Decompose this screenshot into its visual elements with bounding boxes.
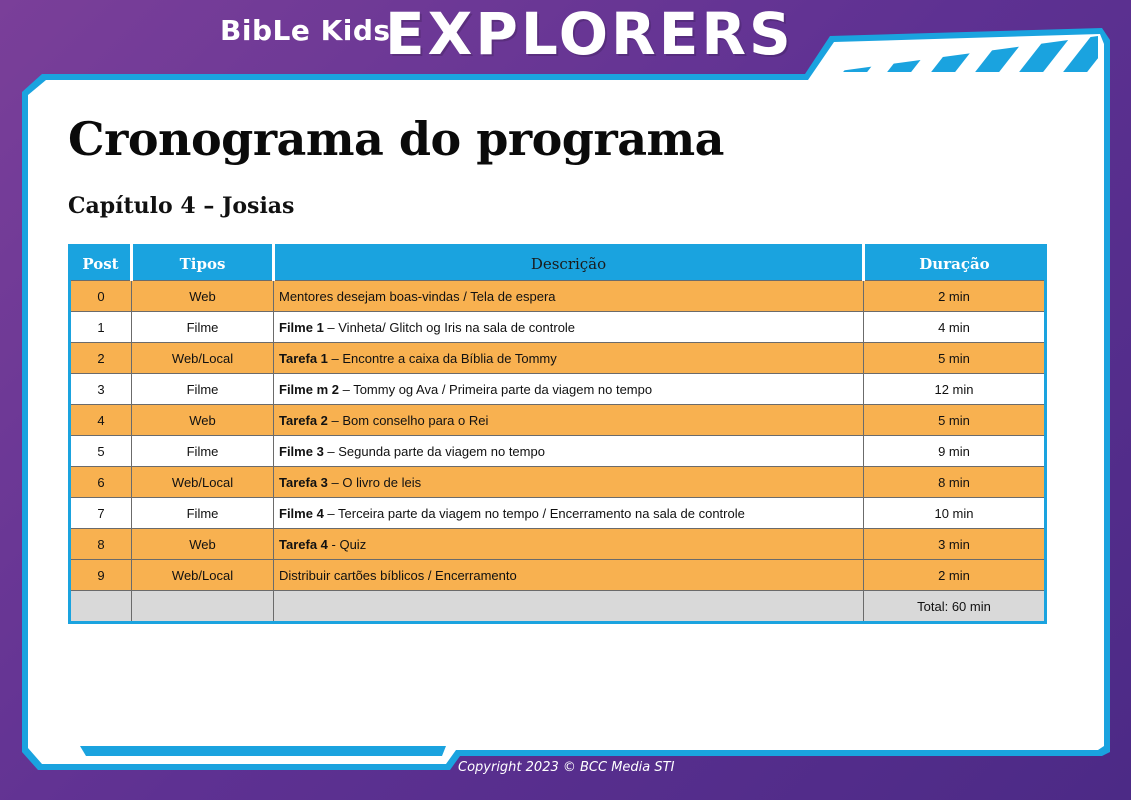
table-row [70,343,1046,374]
cell-description [274,312,864,343]
cell-description-text: – Bom conselho para o Rei [327,412,489,428]
cell-post: 7 [70,498,132,529]
cell-duration: 10 min [864,498,1046,529]
cell-description-text: – Tommy og Ava / Primeira parte da viagem no tempo [338,381,653,397]
cell-post: 9 [70,560,132,591]
cell-description [274,436,864,467]
footer-bar [80,746,446,756]
brand-logo-title: EXPLORERS [385,0,794,68]
schedule-table [68,244,1047,624]
cell-empty [274,591,864,623]
cell-description [274,343,864,374]
header-type: Tipos [132,246,274,281]
page-subtitle: Capítulo 4 – Josias [68,193,295,219]
cell-duration: 8 min [864,467,1046,498]
cell-description-bold: Filme 3 [279,443,324,459]
cell-description [274,498,864,529]
cell-type: Web/Local [132,560,274,591]
page-title: Cronograma do programa [68,112,724,166]
cell-duration: 9 min [864,436,1046,467]
brand-logo-small: BibLe Kids [220,14,391,47]
cell-type: Web [132,529,274,560]
cell-type: Web [132,405,274,436]
table-row [70,436,1046,467]
cell-duration: 3 min [864,529,1046,560]
cell-description [274,405,864,436]
cell-type: Web/Local [132,343,274,374]
table-header-row [70,246,1046,281]
cell-description-text: - Quiz [327,536,367,552]
cell-duration: 2 min [864,281,1046,312]
cell-duration: 4 min [864,312,1046,343]
cell-duration: 2 min [864,560,1046,591]
header-post: Post [70,246,132,281]
cell-description-bold: Filme 4 [279,505,324,521]
cell-description-bold: Tarefa 2 [279,412,328,428]
table-row [70,560,1046,591]
cell-description-bold: Filme m 2 [279,381,339,397]
cell-description-text: Distribuir cartões bíblicos / Encerramento [279,567,517,583]
table-total-row [70,591,1046,623]
cell-description [274,467,864,498]
cell-post: 8 [70,529,132,560]
header-duration: Duração [864,246,1046,281]
cell-description [274,529,864,560]
table-row [70,374,1046,405]
cell-description-bold: Filme 1 [279,319,324,335]
cell-total: Total: 60 min [864,591,1046,623]
cell-post: 2 [70,343,132,374]
cell-post: 1 [70,312,132,343]
cell-duration: 5 min [864,405,1046,436]
cell-description-text: – Terceira parte da viagem no tempo / Encerramento na sala de controle [323,505,745,521]
cell-description [274,281,864,312]
cell-type: Filme [132,312,274,343]
cell-type: Filme [132,374,274,405]
header-description: Descrição [274,246,864,281]
cell-description [274,560,864,591]
cell-description [274,374,864,405]
cell-duration: 12 min [864,374,1046,405]
cell-description-text: Mentores desejam boas-vindas / Tela de espera [279,288,556,304]
table-row [70,498,1046,529]
cell-description-bold: Tarefa 4 [279,536,328,552]
cell-description-bold: Tarefa 3 [279,474,328,490]
cell-description-text: – Segunda parte da viagem no tempo [323,443,545,459]
cell-description-text: – Vinheta/ Glitch og Iris na sala de controle [323,319,576,335]
cell-type: Web/Local [132,467,274,498]
table-row [70,405,1046,436]
table-row [70,529,1046,560]
cell-duration: 5 min [864,343,1046,374]
cell-empty [132,591,274,623]
table-row [70,467,1046,498]
cell-description-text: – O livro de leis [327,474,422,490]
cell-type: Filme [132,436,274,467]
cell-description-text: – Encontre a caixa da Bíblia de Tommy [327,350,557,366]
cell-description-bold: Tarefa 1 [279,350,328,366]
cell-post: 0 [70,281,132,312]
cell-post: 4 [70,405,132,436]
table-row [70,312,1046,343]
cell-post: 6 [70,467,132,498]
table-row [70,281,1046,312]
cell-post: 3 [70,374,132,405]
cell-empty [70,591,132,623]
copyright-text: Copyright 2023 © BCC Media STI [458,760,675,775]
cell-type: Filme [132,498,274,529]
cell-type: Web [132,281,274,312]
cell-post: 5 [70,436,132,467]
